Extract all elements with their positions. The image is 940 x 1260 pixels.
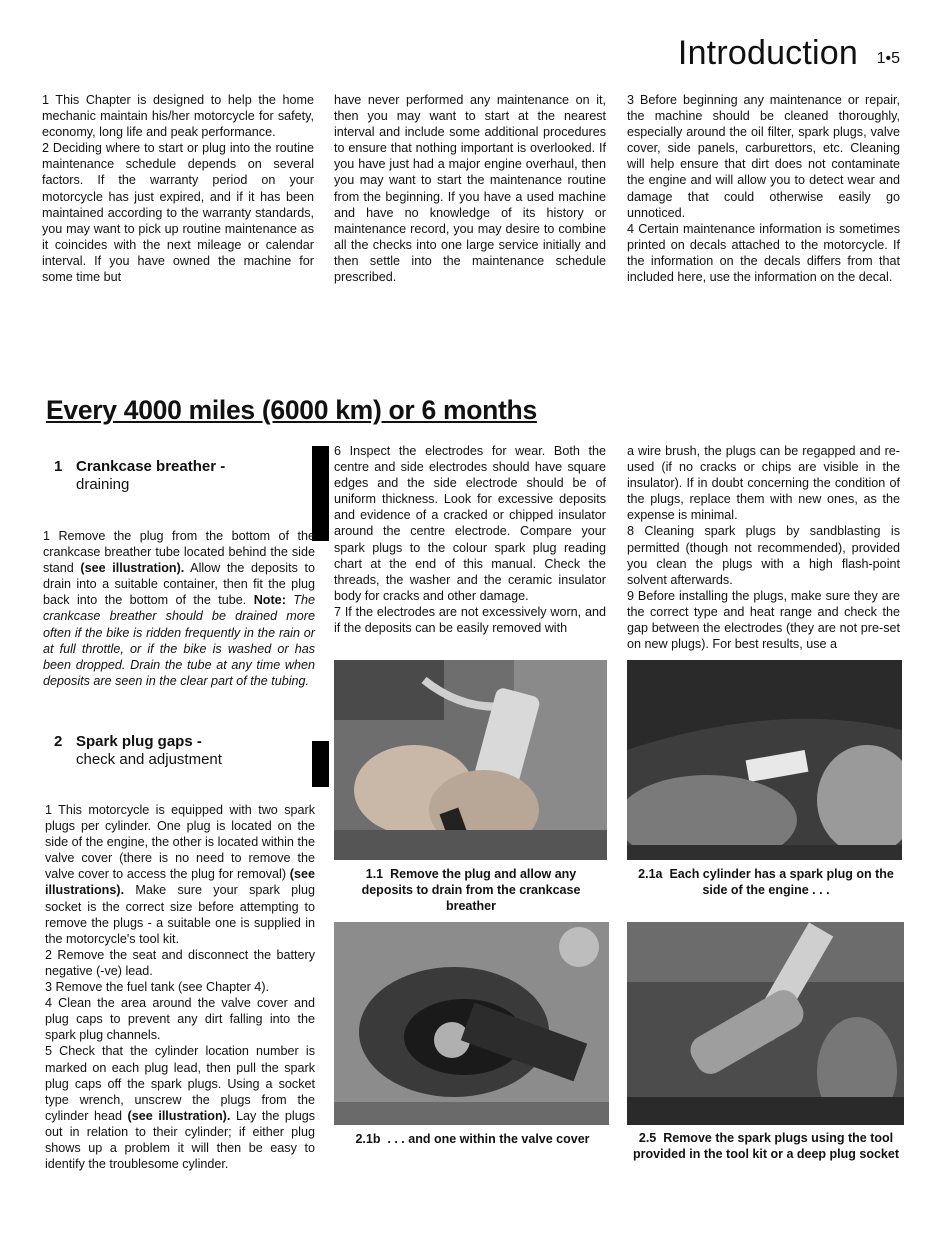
photo-side-spark-plug bbox=[627, 660, 902, 860]
figure-caption-2-5 bbox=[627, 1130, 905, 1162]
figure-text: . . . and one within the valve cover bbox=[387, 1132, 590, 1146]
task-paragraph: 3 Remove the fuel tank (see Chapter 4). bbox=[45, 980, 270, 995]
intro-column-1 bbox=[42, 92, 314, 285]
photo-crankcase-breather bbox=[334, 660, 607, 860]
intro-paragraph: 3 Before beginning any maintenance or repair, the machine should be cleaned thoroughly, especially around the oil filter, spark plugs, valve cover, side panels, carburettors, etc. Cleaning will help ensure that dirt does not contaminate the engine and will allow you to detect wear and damage that could otherwise easily go unnoticed. bbox=[627, 93, 900, 220]
intro-column-3 bbox=[627, 92, 900, 285]
column-2-text bbox=[334, 443, 606, 636]
text-run: Lay the plugs out in relation to their cylinder; if either plug shows up a problem it will then be easy to identify the troublesome cylinder. bbox=[45, 1108, 315, 1172]
task-marker-bar bbox=[312, 741, 329, 787]
figure-caption-2-1b bbox=[340, 1131, 605, 1147]
task-subtitle: check and adjustment bbox=[76, 751, 222, 768]
figure-text: Remove the plug and allow any deposits to drain from the crankcase breather bbox=[361, 867, 581, 913]
task-paragraph: 6 Inspect the electrodes for wear. Both the centre and side electrodes should have square edges and the side electrode should be of uniform thickness. Look for excessive deposits and evidence of a cracked or chipped insulator around the centre electrode. Compare your spark plugs to the colour spark plug reading chart at the end of this manual. Check the threads, the washer and the ceramic insulator body for cracks and other damage. bbox=[334, 444, 606, 603]
figure-number: 2.5 bbox=[638, 1131, 657, 1145]
intro-paragraph: 1 This Chapter is designed to help the home mechanic maintain his/her motorcycle for safety, economy, long life and peak performance. bbox=[42, 93, 314, 140]
task-title: Spark plug gaps - bbox=[76, 733, 202, 750]
task-paragraph: 2 Remove the seat and disconnect the battery negative (-ve) lead. bbox=[45, 947, 315, 978]
note-label: Note: bbox=[253, 593, 286, 608]
task-title: Crankcase breather - bbox=[76, 458, 226, 475]
task-paragraph: 7 If the electrodes are not excessively worn, and if the deposits can be easily removed with bbox=[334, 604, 606, 636]
figure-number: 2.1a bbox=[638, 867, 663, 881]
figure-text: Each cylinder has a spark plug on the side of the engine . . . bbox=[669, 867, 894, 897]
text-run: Make sure your spark plug socket is the correct size before attempting to remove the plugs - a suitable one is supplied in the motorcycle's tool kit. bbox=[45, 883, 315, 946]
task-paragraph: 4 Clean the area around the valve cover and plug caps to prevent any dirt falling into the spark plug channels. bbox=[45, 996, 315, 1043]
text-run: 5 Check that the cylinder location number is marked on each plug lead, then pull the spark plug caps off the spark plugs. Using a socket type wrench, unscrew the plugs from the cylinder head bbox=[45, 1044, 315, 1123]
note-text: The crankcase breather should be drained more often if the bike is ridden frequently in the rain or at full throttle, or if the bike is washed or has been dropped. Drain the tube at any time when deposits are seen in the clear part of the tubing. bbox=[43, 593, 315, 688]
text-run: Allow the deposits to drain into a suitable container, then fit the plug back into the bottom of the tube. bbox=[43, 561, 315, 608]
page-title: Introduction bbox=[677, 34, 858, 72]
photo-valve-cover-plug bbox=[334, 922, 609, 1125]
task-paragraph: a wire brush, the plugs can be regapped and re-used (if no cracks or chips are visible in the insulator). If in doubt concerning the condition of the plugs, replace them with new ones, as the expense is minimal. bbox=[627, 444, 900, 523]
text-run: 1 Remove the plug from the bottom of the crankcase breather tube located behind the side stand bbox=[43, 529, 315, 576]
task-2-text bbox=[45, 802, 315, 1172]
task-number: 2 bbox=[54, 733, 63, 750]
photo-plug-removal-tool bbox=[627, 922, 904, 1125]
intro-paragraph: 2 Deciding where to start or plug into the routine maintenance schedule depends on several factors. If the warranty period on your motorcycle has just expired, and if it has been maintained according to the warranty standards, you may want to pick up routine maintenance as it coincides with the next mileage or calendar interval. If you have owned the machine for some time but bbox=[42, 141, 314, 285]
figure-caption-1-1 bbox=[340, 866, 602, 914]
task-paragraph: 9 Before installing the plugs, make sure they are the correct type and heat range and check the gap between the electrodes (they are not pre-set on new plugs). For best results, use a bbox=[627, 588, 900, 652]
figure-text: Remove the spark plugs using the tool provided in the tool kit or a deep plug socket bbox=[632, 1131, 899, 1161]
task-1-text bbox=[43, 528, 315, 689]
section-title: Every 4000 miles (6000 km) or 6 months bbox=[46, 395, 537, 425]
figure-number: 1.1 bbox=[365, 867, 384, 881]
page-number: 1•5 bbox=[876, 50, 900, 67]
illustration-ref: (see illustration). bbox=[80, 561, 185, 576]
intro-paragraph: have never performed any maintenance on it, then you may want to start at the nearest interval and include some additional procedures to ensure that nothing important is overlooked. If you have just had a major engine overhaul, then you may want to start the maintenance routine from the beginning. If you have a used machine and have no knowledge of its history or maintenance record, you may desire to combine all the checks into one large service initially and then settle into the maintenance schedule prescribed. bbox=[334, 93, 606, 285]
intro-column-2 bbox=[334, 92, 606, 285]
task-paragraph: 8 Cleaning spark plugs by sandblasting is permitted (though not recommended), provided you clean the plugs with a high flash-point solvent afterwards. bbox=[627, 524, 900, 587]
column-3-text bbox=[627, 443, 900, 652]
illustration-ref: (see illustrations). bbox=[45, 867, 315, 898]
task-marker-bar bbox=[312, 446, 329, 541]
text-run: 1 This motorcycle is equipped with two spark plugs per cylinder. One plug is located on the side of the engine, the other is located within the valve cover (there is no need to remove the valve cover to access the plug for removal) bbox=[45, 803, 315, 882]
task-number: 1 bbox=[54, 458, 63, 475]
task-1-heading bbox=[54, 458, 304, 494]
figure-number: 2.1b bbox=[355, 1132, 381, 1146]
task-2-heading bbox=[54, 733, 304, 769]
figure-caption-2-1a bbox=[627, 866, 905, 898]
task-subtitle: draining bbox=[76, 476, 130, 493]
illustration-ref: (see illustration). bbox=[127, 1108, 231, 1123]
intro-paragraph: 4 Certain maintenance information is sometimes printed on decals attached to the motorcycle. If the information on the decals differs from that included here, use the information on the decal. bbox=[627, 221, 900, 285]
